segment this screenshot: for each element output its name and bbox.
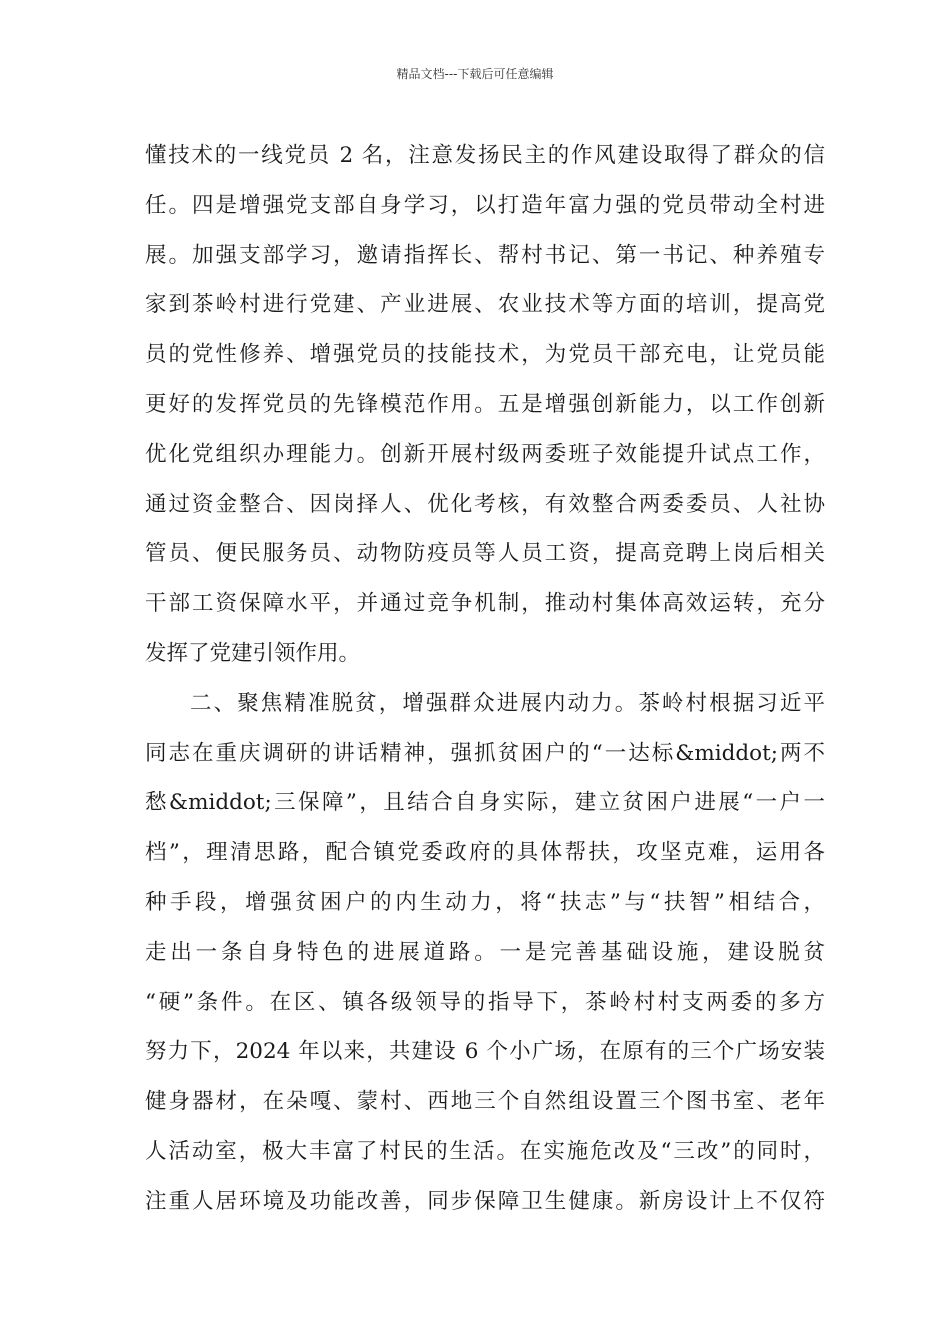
text-line: 健身器材，在朵嘎、蒙村、西地三个自然组设置三个图书室、老年	[145, 1089, 825, 1115]
document-body	[145, 131, 825, 1227]
text-line: 种手段，增强贫困户的内生动力，将“扶志”与“扶智”相结合，	[145, 889, 825, 915]
text-line: 员的党性修养、增强党员的技能技术，为党员干部充电，让党员能	[145, 342, 825, 368]
text-line: 干部工资保障水平，并通过竞争机制，推动村集体高效运转，充分	[145, 591, 825, 617]
text-line: 愁&middot;三保障”，且结合自身实际，建立贫困户进展“一户一	[145, 790, 825, 816]
text-line: 注重人居环境及功能改善，同步保障卫生健康。新房设计上不仅符	[145, 1188, 825, 1214]
text-line: “硬”条件。在区、镇各级领导的指导下，茶岭村村支两委的多方	[145, 989, 825, 1015]
text-line: 懂技术的一线党员 2 名，注意发扬民主的作风建设取得了群众的信	[145, 143, 825, 168]
text-line: 人活动室，极大丰富了村民的生活。在实施危改及“三改”的同时，	[145, 1138, 825, 1164]
text-line: 同志在重庆调研的讲话精神，强抓贫困户的“一达标&middot;两不	[145, 740, 825, 766]
text-line: 家到茶岭村进行党建、产业进展、农业技术等方面的培训，提高党	[145, 292, 825, 318]
text-line: 通过资金整合、因岗择人、优化考核，有效整合两委委员、人社协	[145, 491, 825, 517]
text-line: 档”，理清思路，配合镇党委政府的具体帮扶，攻坚克难，运用各	[145, 840, 825, 866]
text-line: 优化党组织办理能力。创新开展村级两委班子效能提升试点工作，	[145, 441, 825, 467]
text-line: 更好的发挥党员的先锋模范作用。五是增强创新能力，以工作创新	[145, 391, 825, 417]
page-header: 精品文档---下载后可任意编辑	[396, 67, 554, 81]
text-line: 展。加强支部学习，邀请指挥长、帮村书记、第一书记、种养殖专	[145, 242, 825, 268]
text-line: 努力下，2024 年以来，共建设 6 个小广场，在原有的三个广场安装	[145, 1039, 825, 1065]
text-line: 走出一条自身特色的进展道路。一是完善基础设施，建设脱贫	[145, 939, 825, 965]
text-line: 任。四是增强党支部自身学习，以打造年富力强的党员带动全村进	[145, 192, 825, 218]
text-line: 管员、便民服务员、动物防疫员等人员工资，提高竞聘上岗后相关	[145, 541, 825, 567]
paragraph-end-line: 发挥了党建引领作用。	[145, 640, 361, 666]
paragraph-start-line: 二、聚焦精准脱贫，增强群众进展内动力。茶岭村根据习近平	[190, 690, 825, 716]
